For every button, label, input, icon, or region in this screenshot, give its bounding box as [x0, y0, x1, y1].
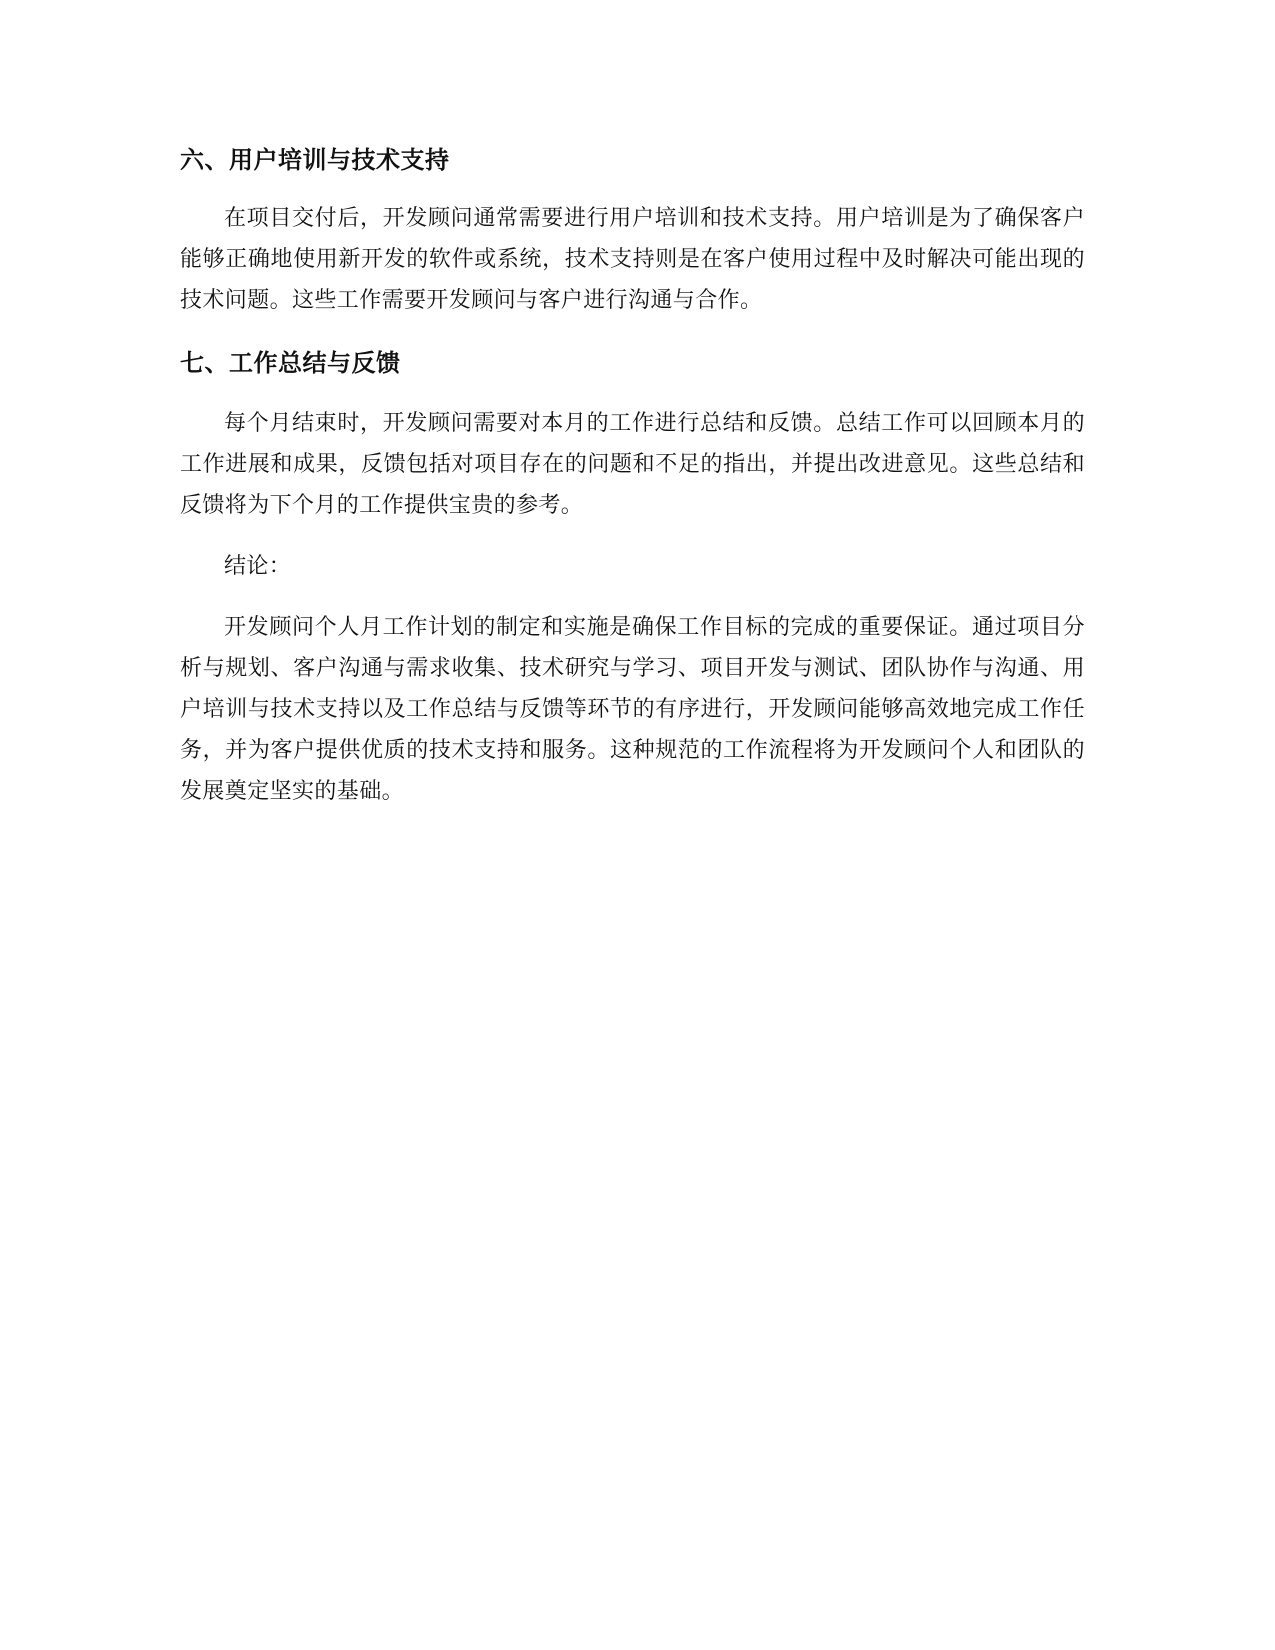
- conclusion-label: 结论：: [224, 554, 292, 579]
- section-7-paragraph: 每个月结束时，开发顾问需要对本月的工作进行总结和反馈。总结工作可以回顾本月的工作进展和成果，反馈包括对项目存在的问题和不足的指出，并提出改进意见。这些总结和反馈将为下个月的工作提供宝贵的参考。: [180, 411, 1085, 518]
- document-page: [180, 140, 1085, 812]
- section-6-paragraph: 在项目交付后，开发顾问通常需要进行用户培训和技术支持。用户培训是为了确保客户能够正确地使用新开发的软件或系统，技术支持则是在客户使用过程中及时解决可能出现的技术问题。这些工作需要开发顾问与客户进行沟通与合作。: [180, 206, 1085, 313]
- section-6-heading: 六、用户培训与技术支持: [180, 146, 450, 174]
- section-7-heading: 七、工作总结与反馈: [180, 349, 401, 377]
- conclusion-paragraph: 开发顾问个人月工作计划的制定和实施是确保工作目标的完成的重要保证。通过项目分析与规划、客户沟通与需求收集、技术研究与学习、项目开发与测试、团队协作与沟通、用户培训与技术支持以及工作总结与反馈等环节的有序进行，开发顾问能够高效地完成工作任务，并为客户提供优质的技术支持和服务。这种规范的工作流程将为开发顾问个人和团队的发展奠定坚实的基础。: [180, 615, 1085, 804]
